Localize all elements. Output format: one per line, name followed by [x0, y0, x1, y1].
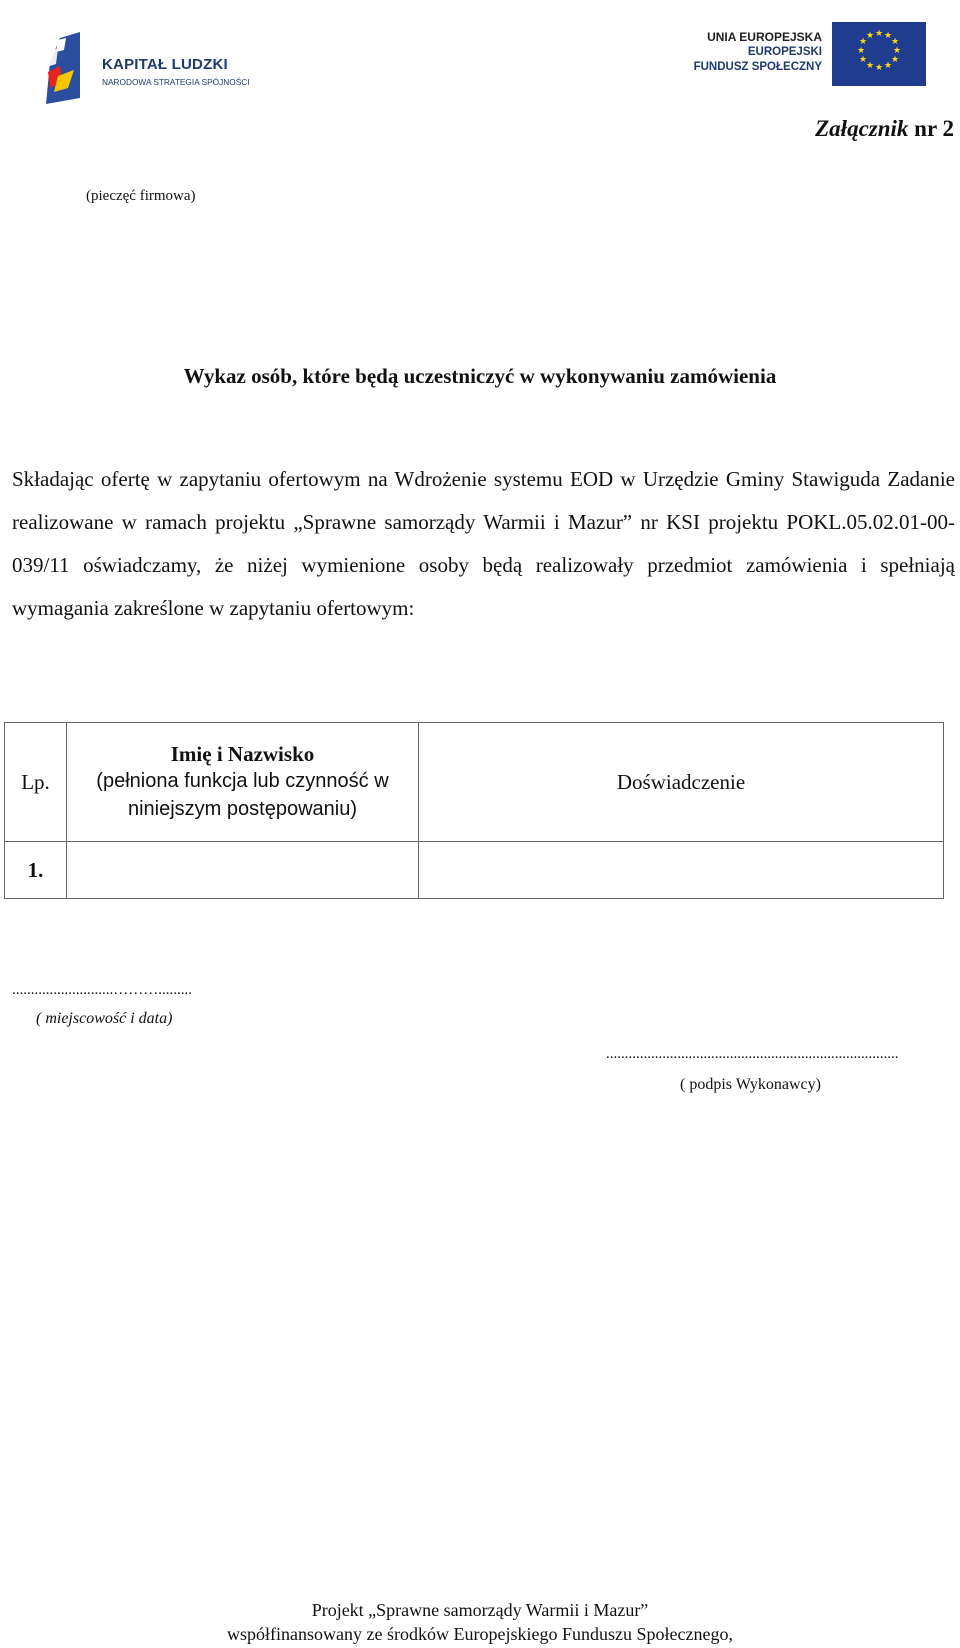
svg-text:★: ★: [865, 31, 875, 41]
place-date-line[interactable]: ...........................……….........: [12, 982, 192, 998]
signature-line[interactable]: ..............................................................................: [606, 1046, 899, 1062]
eu-flag-icon: [832, 22, 926, 86]
annex-word: Załącznik: [815, 116, 909, 141]
logo-name: KAPITAŁ LUDZKI: [102, 56, 228, 73]
persons-table: [4, 722, 944, 899]
eu-logo-text: [694, 30, 822, 75]
svg-text:★: ★: [874, 63, 884, 73]
logo-subtitle: NARODOWA STRATEGIA SPÓJNOŚCI: [102, 77, 250, 87]
eu-logo-line-3: FUNDUSZ SPOŁECZNY: [693, 61, 822, 73]
document-title: Wykaz osób, które będą uczestniczyć w wykonywaniu zamówienia: [183, 364, 777, 388]
annex-number-value: nr 2: [914, 116, 954, 141]
page-footer: [0, 1598, 960, 1646]
eu-logo-line-2: EUROPEJSKI: [747, 46, 822, 58]
svg-text:★: ★: [883, 31, 893, 41]
header-name-subtitle: (pełniona funkcja lub czynność w niniejszym postępowaniu): [96, 769, 389, 820]
footer-line-1: Projekt „Sprawne samorządy Warmii i Mazur”: [311, 1600, 649, 1620]
row-experience-cell[interactable]: [419, 842, 944, 899]
header-name: [67, 723, 419, 842]
svg-text:★: ★: [865, 61, 875, 71]
header-experience: Doświadczenie: [419, 723, 944, 842]
eu-efs-logo: [686, 22, 926, 86]
signature-label: ( podpis Wykonawcy): [680, 1076, 821, 1093]
annex-number: [815, 116, 954, 142]
svg-text:★: ★: [858, 37, 868, 47]
declaration-paragraph: Składając ofertę w zapytaniu ofertowym na Wdrożenie systemu EOD w Urzędzie Gminy Stawiguda Zadanie realizowane w ramach projektu „Sprawne samorządy Warmii i Mazur” nr KSI projektu POKL.05.02.01-00-039/11 oświadczamy, że niżej wymienione osoby będą realizowały przedmiot zamówienia i spełniają wymagania zakreślone w zapytaniu ofertowym:: [12, 467, 955, 620]
svg-text:★: ★: [890, 37, 900, 47]
company-stamp-label: (pieczęć firmowa): [86, 188, 196, 204]
svg-text:★: ★: [883, 61, 893, 71]
table-row: [5, 842, 944, 899]
kapital-ludzki-emblem-icon: [44, 32, 98, 106]
svg-text:★: ★: [874, 29, 884, 39]
eu-logo-line-1: UNIA EUROPEJSKA: [707, 30, 822, 44]
table-header-row: [5, 723, 944, 842]
footer-line-2: współfinansowany ze środków Europejskiego Funduszu Społecznego,: [227, 1624, 733, 1644]
header-lp: Lp.: [5, 723, 67, 842]
row-lp: 1.: [5, 842, 67, 899]
row-name-cell[interactable]: [67, 842, 419, 899]
svg-text:★: ★: [856, 46, 866, 56]
svg-text:★: ★: [858, 55, 868, 65]
place-date-label: ( miejscowość i data): [36, 1010, 173, 1027]
kapital-ludzki-logo: [44, 32, 264, 106]
header-name-title: Imię i Nazwisko: [170, 741, 315, 766]
svg-text:★: ★: [892, 46, 902, 56]
svg-text:★: ★: [890, 55, 900, 65]
